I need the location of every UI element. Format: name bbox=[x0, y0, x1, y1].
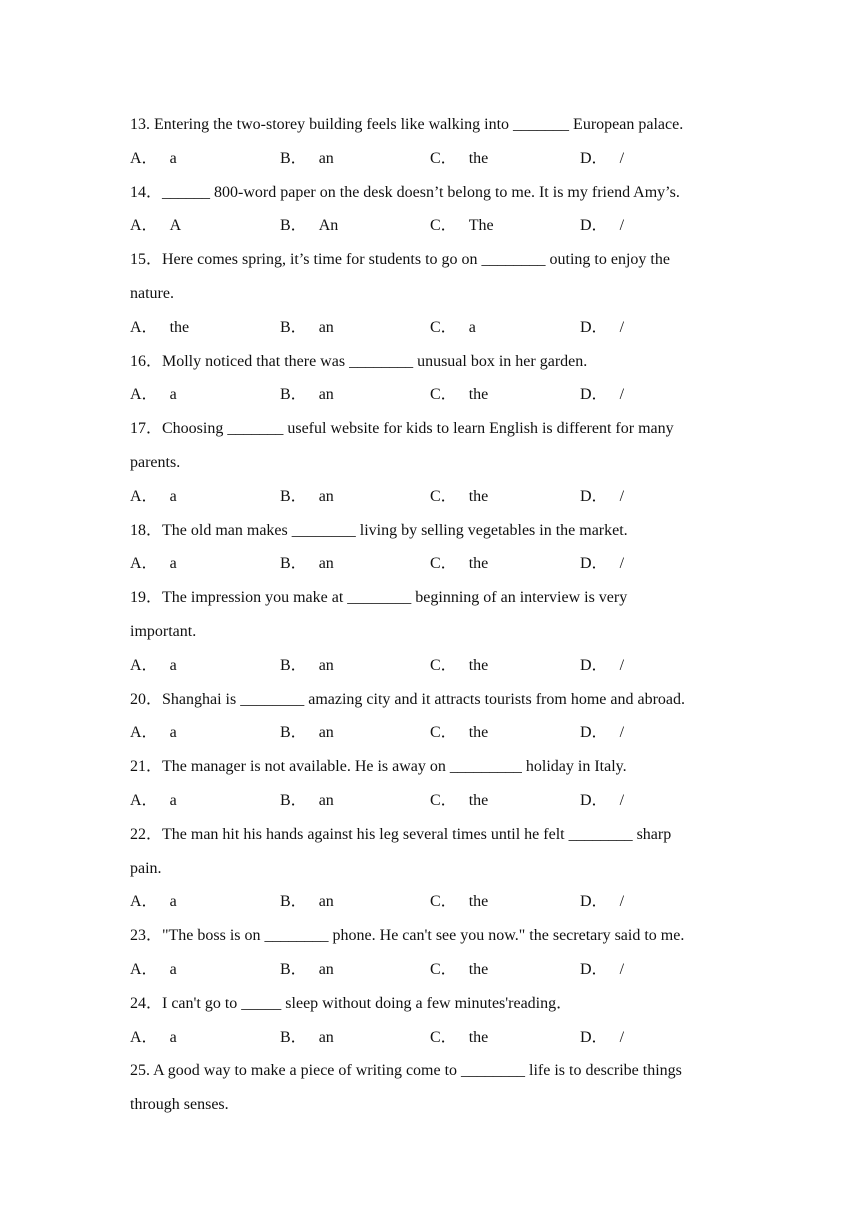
option-a[interactable] bbox=[130, 378, 177, 412]
options-row bbox=[130, 378, 740, 412]
option-b[interactable] bbox=[280, 953, 334, 987]
option-c[interactable] bbox=[430, 547, 488, 581]
option-c[interactable] bbox=[430, 142, 488, 176]
option-value: the bbox=[468, 386, 489, 404]
question-1 bbox=[130, 176, 740, 244]
question-text: 24．I can't go to _____ sleep without doing a few minutes'reading． bbox=[130, 994, 573, 1012]
options-row bbox=[130, 311, 740, 345]
option-value: a bbox=[169, 386, 177, 404]
question-5 bbox=[130, 514, 740, 582]
option-value: the bbox=[468, 893, 489, 911]
option-label: D． bbox=[580, 724, 608, 742]
question-4 bbox=[130, 412, 740, 513]
option-value: the bbox=[468, 656, 489, 674]
question-text: 13. Entering the two-storey building feels like walking into _______ European palace. bbox=[130, 116, 684, 133]
option-b[interactable] bbox=[280, 480, 334, 514]
option-b[interactable] bbox=[280, 885, 334, 919]
option-value: an bbox=[318, 1028, 334, 1046]
option-label: C． bbox=[430, 724, 457, 742]
option-value: an bbox=[318, 656, 334, 674]
question-text: 20．Shanghai is ________ amazing city and it attracts tourists from home and abroad. bbox=[130, 690, 685, 708]
option-value: a bbox=[468, 318, 476, 336]
option-d[interactable] bbox=[580, 209, 624, 243]
option-a[interactable] bbox=[130, 1021, 177, 1055]
question-text: 17．Choosing _______ useful website for kids to learn English is different for many bbox=[130, 420, 674, 438]
option-label: D． bbox=[580, 318, 608, 336]
option-a[interactable] bbox=[130, 649, 177, 683]
option-value: / bbox=[619, 656, 625, 674]
question-2 bbox=[130, 243, 740, 344]
option-value: a bbox=[169, 791, 177, 809]
option-value: the bbox=[468, 1028, 489, 1046]
option-value: / bbox=[619, 893, 625, 911]
option-value: / bbox=[619, 555, 625, 573]
option-d[interactable] bbox=[580, 378, 624, 412]
option-d[interactable] bbox=[580, 311, 624, 345]
option-value: a bbox=[169, 487, 177, 505]
option-label: A． bbox=[130, 960, 158, 978]
question-6 bbox=[130, 581, 740, 682]
option-value: the bbox=[468, 791, 489, 809]
option-value: the bbox=[169, 318, 190, 336]
option-value: an bbox=[318, 487, 334, 505]
option-value: a bbox=[169, 724, 177, 742]
option-label: D． bbox=[580, 960, 608, 978]
options-row bbox=[130, 142, 740, 176]
option-label: D． bbox=[580, 386, 608, 404]
option-value: a bbox=[169, 960, 177, 978]
option-d[interactable] bbox=[580, 953, 624, 987]
option-value: An bbox=[318, 217, 339, 235]
question-9 bbox=[130, 818, 740, 919]
option-label: C． bbox=[430, 555, 457, 573]
option-b[interactable] bbox=[280, 311, 334, 345]
option-a[interactable] bbox=[130, 716, 177, 750]
option-value: / bbox=[619, 960, 625, 978]
option-d[interactable] bbox=[580, 649, 624, 683]
option-label: B． bbox=[280, 386, 307, 404]
option-a[interactable] bbox=[130, 142, 177, 176]
option-value: / bbox=[619, 791, 625, 809]
option-label: B． bbox=[280, 791, 307, 809]
option-value: The bbox=[468, 217, 494, 235]
option-label: B． bbox=[280, 318, 307, 336]
option-d[interactable] bbox=[580, 716, 624, 750]
option-label: C． bbox=[430, 386, 457, 404]
option-label: B． bbox=[280, 960, 307, 978]
option-label: A． bbox=[130, 791, 158, 809]
option-b[interactable] bbox=[280, 716, 334, 750]
option-d[interactable] bbox=[580, 547, 624, 581]
question-10 bbox=[130, 919, 740, 987]
option-value: an bbox=[318, 149, 334, 167]
option-value: a bbox=[169, 149, 177, 167]
question-text: 22．The man hit his hands against his leg several times until he felt ________ sharp bbox=[130, 825, 672, 843]
question-0 bbox=[130, 108, 740, 176]
option-value: an bbox=[318, 893, 334, 911]
worksheet-page bbox=[130, 108, 740, 1122]
option-label: D． bbox=[580, 1028, 608, 1046]
option-c[interactable] bbox=[430, 953, 488, 987]
option-value: / bbox=[619, 1028, 625, 1046]
option-a[interactable] bbox=[130, 209, 181, 243]
options-row bbox=[130, 209, 740, 243]
option-label: C． bbox=[430, 791, 457, 809]
option-label: C． bbox=[430, 656, 457, 674]
option-d[interactable] bbox=[580, 784, 624, 818]
question-text: 21．The manager is not available. He is away on _________ holiday in Italy. bbox=[130, 758, 627, 776]
option-d[interactable] bbox=[580, 480, 624, 514]
option-c[interactable] bbox=[430, 885, 488, 919]
option-value: a bbox=[169, 893, 177, 911]
option-label: A． bbox=[130, 724, 158, 742]
option-label: A． bbox=[130, 487, 158, 505]
options-row bbox=[130, 784, 740, 818]
option-label: C． bbox=[430, 1028, 457, 1046]
question-text: 19．The impression you make at ________ beginning of an interview is very bbox=[130, 589, 628, 607]
option-label: B． bbox=[280, 1028, 307, 1046]
question-text: important. bbox=[130, 622, 197, 640]
option-c[interactable] bbox=[430, 784, 488, 818]
option-label: B． bbox=[280, 893, 307, 911]
option-c[interactable] bbox=[430, 480, 488, 514]
option-value: / bbox=[619, 149, 625, 167]
option-a[interactable] bbox=[130, 480, 177, 514]
option-c[interactable] bbox=[430, 1021, 488, 1055]
option-label: C． bbox=[430, 893, 457, 911]
option-label: D． bbox=[580, 656, 608, 674]
option-b[interactable] bbox=[280, 784, 334, 818]
option-c[interactable] bbox=[430, 378, 488, 412]
option-c[interactable] bbox=[430, 716, 488, 750]
option-b[interactable] bbox=[280, 547, 334, 581]
option-value: / bbox=[619, 487, 625, 505]
options-row bbox=[130, 649, 740, 683]
option-value: an bbox=[318, 386, 334, 404]
option-b[interactable] bbox=[280, 209, 338, 243]
option-value: the bbox=[468, 487, 489, 505]
option-value: a bbox=[169, 1028, 177, 1046]
option-label: D． bbox=[580, 893, 608, 911]
question-text: 23．"The boss is on ________ phone. He can't see you now." the secretary said to me. bbox=[130, 927, 685, 945]
option-label: B． bbox=[280, 555, 307, 573]
option-a[interactable] bbox=[130, 311, 189, 345]
options-row bbox=[130, 885, 740, 919]
option-value: an bbox=[318, 555, 334, 573]
option-label: B． bbox=[280, 487, 307, 505]
question-12 bbox=[130, 1054, 740, 1122]
option-c[interactable] bbox=[430, 311, 476, 345]
options-row bbox=[130, 1021, 740, 1055]
option-label: B． bbox=[280, 149, 307, 167]
option-value: an bbox=[318, 960, 334, 978]
question-7 bbox=[130, 683, 740, 751]
option-label: A． bbox=[130, 1028, 158, 1046]
options-row bbox=[130, 547, 740, 581]
option-value: the bbox=[468, 960, 489, 978]
option-label: A． bbox=[130, 656, 158, 674]
question-text: pain. bbox=[130, 859, 162, 877]
question-3 bbox=[130, 345, 740, 413]
option-b[interactable] bbox=[280, 142, 334, 176]
option-label: A． bbox=[130, 893, 158, 911]
option-label: A． bbox=[130, 217, 158, 235]
option-value: an bbox=[318, 724, 334, 742]
option-label: B． bbox=[280, 724, 307, 742]
option-label: A． bbox=[130, 318, 158, 336]
question-text: 25. A good way to make a piece of writing come to ________ life is to describe things bbox=[130, 1062, 682, 1080]
option-value: A bbox=[169, 217, 182, 235]
question-text: 15．Here comes spring, it’s time for students to go on ________ outing to enjoy the bbox=[130, 251, 670, 269]
option-a[interactable] bbox=[130, 953, 177, 987]
option-a[interactable] bbox=[130, 885, 177, 919]
option-b[interactable] bbox=[280, 649, 334, 683]
option-value: / bbox=[619, 386, 625, 404]
option-label: B． bbox=[280, 217, 307, 235]
option-value: a bbox=[169, 555, 177, 573]
option-b[interactable] bbox=[280, 378, 334, 412]
options-row bbox=[130, 953, 740, 987]
option-label: C． bbox=[430, 487, 457, 505]
question-text: nature. bbox=[130, 284, 174, 302]
question-text: through senses. bbox=[130, 1096, 229, 1114]
option-value: the bbox=[468, 149, 489, 167]
option-b[interactable] bbox=[280, 1021, 334, 1055]
option-c[interactable] bbox=[430, 649, 488, 683]
option-label: A． bbox=[130, 555, 158, 573]
option-c[interactable] bbox=[430, 209, 494, 243]
option-label: B． bbox=[280, 656, 307, 674]
option-label: A． bbox=[130, 386, 158, 404]
option-value: an bbox=[318, 318, 334, 336]
option-value: an bbox=[318, 791, 334, 809]
question-11 bbox=[130, 987, 740, 1055]
question-8 bbox=[130, 750, 740, 818]
option-label: C． bbox=[430, 149, 457, 167]
question-text: 16．Molly noticed that there was ________ unusual box in her garden. bbox=[130, 352, 588, 370]
option-label: A． bbox=[130, 149, 158, 167]
option-d[interactable] bbox=[580, 142, 624, 176]
option-value: / bbox=[619, 724, 625, 742]
question-text: 14．______ 800-word paper on the desk doesn’t belong to me. It is my friend Amy’s. bbox=[130, 183, 680, 201]
option-label: C． bbox=[430, 217, 457, 235]
option-label: D． bbox=[580, 791, 608, 809]
question-text: parents. bbox=[130, 453, 181, 471]
option-label: C． bbox=[430, 318, 457, 336]
option-value: the bbox=[468, 724, 489, 742]
option-label: D． bbox=[580, 555, 608, 573]
option-label: D． bbox=[580, 149, 608, 167]
options-row bbox=[130, 480, 740, 514]
options-row bbox=[130, 716, 740, 750]
option-a[interactable] bbox=[130, 547, 177, 581]
option-label: D． bbox=[580, 487, 608, 505]
option-d[interactable] bbox=[580, 885, 624, 919]
option-label: C． bbox=[430, 960, 457, 978]
option-d[interactable] bbox=[580, 1021, 624, 1055]
question-text: 18．The old man makes ________ living by selling vegetables in the market. bbox=[130, 521, 628, 539]
option-value: the bbox=[468, 555, 489, 573]
option-label: D． bbox=[580, 217, 608, 235]
option-value: / bbox=[619, 318, 625, 336]
option-a[interactable] bbox=[130, 784, 177, 818]
option-value: a bbox=[169, 656, 177, 674]
option-value: / bbox=[619, 217, 625, 235]
